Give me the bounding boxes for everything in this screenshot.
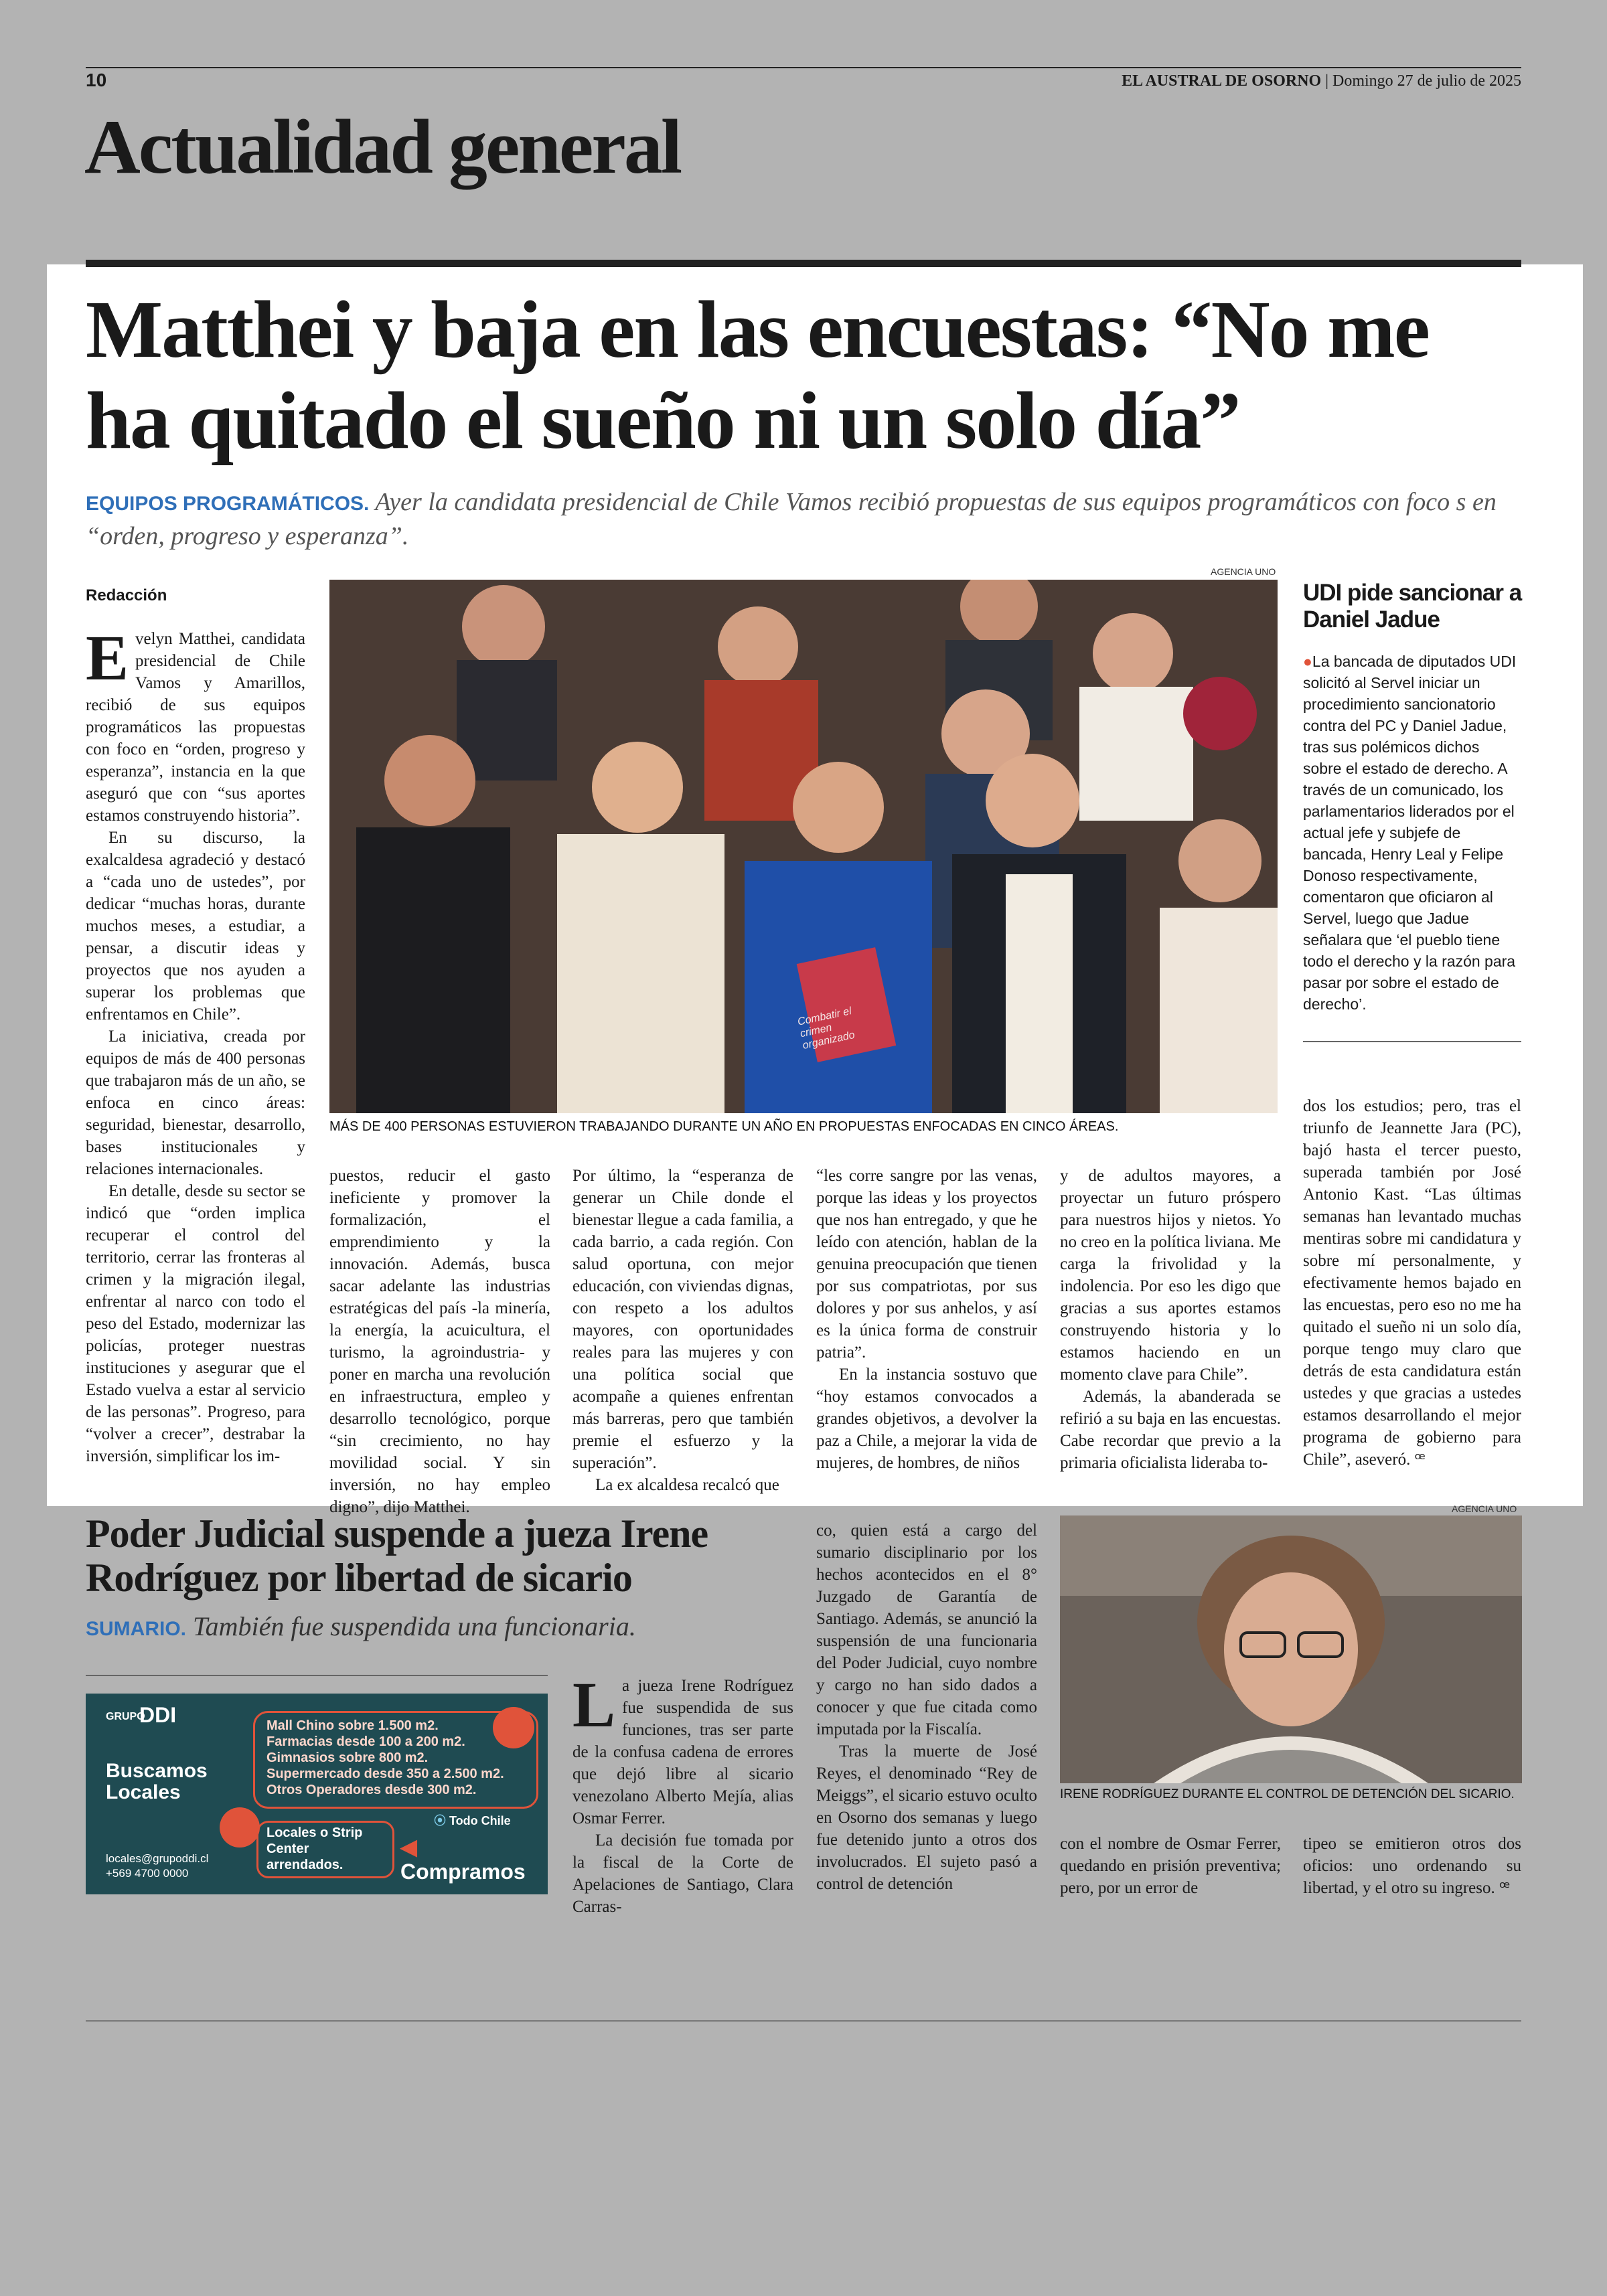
ad-line-4: Supermercado desde 350 a 2.500 m2. [266,1767,504,1781]
main-col5-p1: y de adultos mayores, a proyectar un futuro próspero para nuestros hijos y nietos. Yo no creo en la política liviana. Me carga la frivolidad y la indolencia. Por eso les digo que gracias a sus aportes estamos construyendo historia y lo estamos haciendo en un momento clave para Chile”. [1060,1167,1281,1384]
second-col1-p1: a jueza Irene Rodríguez fue suspendida de sus funciones, tras ser parte de la confusa cadena de errores que dejó libre al sicario venezolano Alberto Mejía, alias Osmar Ferrer. [572,1677,793,1827]
book-title: Combatir el crimen organizado [796,1005,856,1052]
ad-brand-small: GRUPO [106,1711,145,1722]
ad-line-1: Mall Chino sobre 1.500 m2. [266,1718,439,1733]
footer-rule [86,2020,1521,2022]
judge-illustration [1060,1515,1522,1783]
sidebar-rule [1303,1041,1521,1042]
byline: Redacción [86,586,167,604]
second-dropcap: L [572,1669,616,1740]
main-photo-caption: MÁS DE 400 PERSONAS ESTUVIERON TRABAJANDO DURANTE UN AÑO EN PROPUESTAS ENFOCADAS EN CINCO ÁREAS. [329,1119,1119,1134]
sidebar-p1: La bancada de diputados UDI solicitó al Servel iniciar un procedimiento sancionatorio contra del PC y Daniel Jadue, tras sus polémicos dichos sobre el estado de derecho. A través de un comunicado, los parlamentarios liderados por el actual jefe y subjefe de bancada, Henry Leal y Felipe Donoso respectivamente, comentaron que oficiaron al Servel, luego que Jadue señalara que ‘el pueblo tiene todo el derecho y la razón para pasar por sobre el estado de derecho’. [1303,653,1517,1013]
sidebar-body [1303,651,1521,1015]
second-col-3 [1060,1833,1281,1899]
end-mark-icon: ꟹ [1414,1451,1426,1469]
second-col2-p1: co, quien está a cargo del sumario disciplinario por los hechos acontecidos en el 8° Juzgado de Garantía de Santiago. Además, se anunció la suspensión de una funcionaria del Poder Judicial, cuyo nombre y cargo no han sido dados a conocer y que fue citada como imputada por la Fiscalía. [816,1522,1037,1738]
second-col-4 [1303,1833,1521,1899]
second-col-1 [572,1669,793,1918]
ad-phone: +569 4700 0000 [106,1867,189,1880]
main-col1-p1: velyn Matthei, candidata presidencial de Chile Vamos y Amarillos, recibió de sus equipos programáticos las propuestas con foco en “orden, progreso y esperanza”, instancia en la que aseguró que con “sus aportes estamos construyendo historia”. [86,630,305,825]
second-deck-line [86,1611,795,1642]
main-photo-credit: AGENCIA UNO [1211,566,1276,577]
main-col-4 [816,1165,1037,1474]
main-col-3 [572,1165,793,1496]
second-kicker: SUMARIO. [86,1618,186,1640]
main-col6-p1: dos los estudios; pero, tras el triunfo de Jeannette Jara (PC), bajó hasta el tercer puesto, superada también por José Antonio Kast. “Las últimas semanas han levantado muchas mentiras sobre mi candidatura y sobre mí personalmente, y efectivamente hemos bajado en las encuestas, pero eso no me ha quitado el sueño ni un solo día, porque tengo muy claro que detrás de esta candidatura están ustedes y que gracias a ustedes estamos desarrollando el mejor programa de gobierno para Chile”, aseveró. [1303,1097,1521,1469]
second-col4-p1: tipeo se emitieron otros dos oficios: uno ordenando su libertad, y el otro su ingreso. [1303,1835,1521,1897]
ad-todo-chile-text: Todo Chile [449,1814,511,1827]
second-end-mark-icon: ꟹ [1499,1879,1511,1897]
second-rule [86,1675,548,1676]
header-rule [86,67,1521,68]
ad-todo-chile [434,1811,511,1829]
ad-line-2: Farmacias desde 100 a 200 m2. [266,1734,465,1749]
ad-strip-text: Locales o Strip Center arrendados. [266,1825,363,1872]
date: Domingo 27 de julio de 2025 [1332,72,1521,90]
second-col3-p1: con el nombre de Osmar Ferrer, quedando en prisión preventiva; pero, por un error de [1060,1835,1281,1897]
ad-compramos [400,1834,548,1884]
main-col2-p1: puestos, reducir el gasto ineficiente y promover la formalización, el emprendimiento y la innovación. Además, busca sacar adelante las industrias estratégicas del país -la minería, la energía, la acuicultura, el turismo, la agroindustria- y poner en marcha una revolución en infraestructura, empleo y desarrollo tecnológico, porque “sin crecimiento, no hay movilidad social. Y sin inversión, no hay empleo digno”, dijo Matthei. [329,1167,550,1516]
ad-pin-icon: ⦿ [434,1814,450,1827]
main-deck: Ayer la candidata presidencial de Chile Vamos recibió propuestas de sus equipos programáticos con foco s en “orden, progreso y esperanza”. [86,488,1497,550]
main-col3-p1: Por último, la “esperanza de generar un Chile donde el bienestar llegue a cada familia, a cada barrio, a cada región. Con salud oportuna, con mejor educación, con viviendas dignas, con respeto a los adultos mayores, con oportunidades reales para las mujeres y con una política social que acompañe a quienes enfrentan más barreras, pero que también premie el esfuerzo y la superación”. [572,1167,793,1472]
ad-brand: DDI [139,1703,177,1727]
ad-email: locales@grupoddi.cl [106,1852,209,1865]
ad-store-icon [220,1807,260,1848]
sidebar-bullet-icon: ● [1303,653,1312,670]
main-photo [329,580,1278,1113]
main-dropcap: E [86,622,129,693]
ad-arrow-icon: ◀ [400,1835,417,1859]
second-headline: Poder Judicial suspende a jueza Irene Rodríguez por libertad de sicario [86,1511,708,1600]
main-col1-p3: La iniciativa, creada por equipos de más de 400 personas que trabajaron más de un año, se enfoca en cinco áreas: seguridad, bienestar, desarrollo, bases institucionales y relaciones internacionales. [86,1028,305,1178]
main-col-2 [329,1165,550,1518]
main-col-1 [86,622,305,1467]
main-col1-p2: En su discurso, la exalcaldesa agradeció y destacó a “cada uno de ustedes”, por dedicar “muchas horas, durante muchos meses, a estudiar, a pensar, a discutir ideas y proyectos que nos ayuden a superar los problemas que enfrentamos en Chile”. [86,829,305,1023]
main-article-top-rule [86,260,1521,267]
ad-left-title: Buscamos Locales [106,1760,208,1803]
ad-lines [266,1718,504,1798]
main-headline: Matthei y baja en las encuestas: “No me ha quitado el sueño ni un solo día” [86,284,1429,466]
sidebar-title: UDI pide sancionar a Daniel Jadue [1303,580,1522,633]
second-photo-caption: IRENE RODRÍGUEZ DURANTE EL CONTROL DE DETENCIÓN DEL SICARIO. [1060,1787,1515,1801]
main-col-6 [1303,1095,1521,1471]
main-col1-p4: En detalle, desde su sector se indicó que “orden implica recuperar el control del territorio, cerrar las fronteras al crimen y la migración ilegal, enfrentar al narco con todo el peso del Estado, modernizar las policías, proteger nuestras instituciones y asegurar que el Estado vuelva a estar al servicio de las personas”. Progreso, para “volver a crecer”, destrabar la inversión, simplificar los im- [86,1182,305,1465]
section-title: Actualidad general [84,104,681,190]
main-col4-p2: En la instancia sostuvo que “hoy estamos convocados a grandes objetivos, a devolver la paz a Chile, a mejorar la vida de mujeres, de hombres, de niños [816,1366,1037,1472]
main-col5-p2: Además, la abanderada se refirió a su baja en las encuestas. Cabe recordar que previo a la primaria oficialista lideraba to- [1060,1388,1281,1472]
ad-line-5: Otros Operadores desde 300 m2. [266,1783,477,1797]
page-number: 10 [86,70,107,90]
main-kicker: EQUIPOS PROGRAMÁTICOS. [86,493,370,515]
second-photo-credit: AGENCIA UNO [1452,1503,1517,1514]
ad-contact [106,1852,208,1881]
ad-line-3: Gimnasios sobre 800 m2. [266,1750,429,1765]
ad-grupo-ddi[interactable] [86,1694,548,1894]
second-photo [1060,1515,1522,1783]
ad-compramos-text: Compramos [400,1860,526,1884]
second-col1-p2: La decisión fue tomada por la fiscal de la Corte de Apelaciones de Santiago, Clara Carras- [572,1831,793,1916]
ad-location-icon [493,1707,534,1748]
second-deck: También fue suspendida una funcionaria. [193,1611,636,1641]
main-col-5 [1060,1165,1281,1474]
main-col3-p2: La ex alcaldesa recalcó que [595,1476,779,1494]
main-col4-p1: “les corre sangre por las venas, porque las ideas y los proyectos que nos han entregado, y que he leído con atención, hablan de la genuina preocupación que tienen por sus compatriotas, por sus dolores y por sus anhelos, y así es la única forma de construir patria”. [816,1167,1037,1362]
second-col-2 [816,1520,1037,1895]
masthead-line: EL AUSTRAL DE OSORNO | Domingo 27 de julio de 2025 [1122,72,1521,90]
masthead: EL AUSTRAL DE OSORNO [1122,72,1322,90]
second-col2-p2: Tras la muerte de José Reyes, el denominado “Rey de Meiggs”, el sicario estuvo oculto en Osorno dos semanas y luego fue detenido junto a otros dos involucrados. El sujeto pasó a control de detención [816,1742,1037,1893]
main-deck-line [86,486,1519,552]
